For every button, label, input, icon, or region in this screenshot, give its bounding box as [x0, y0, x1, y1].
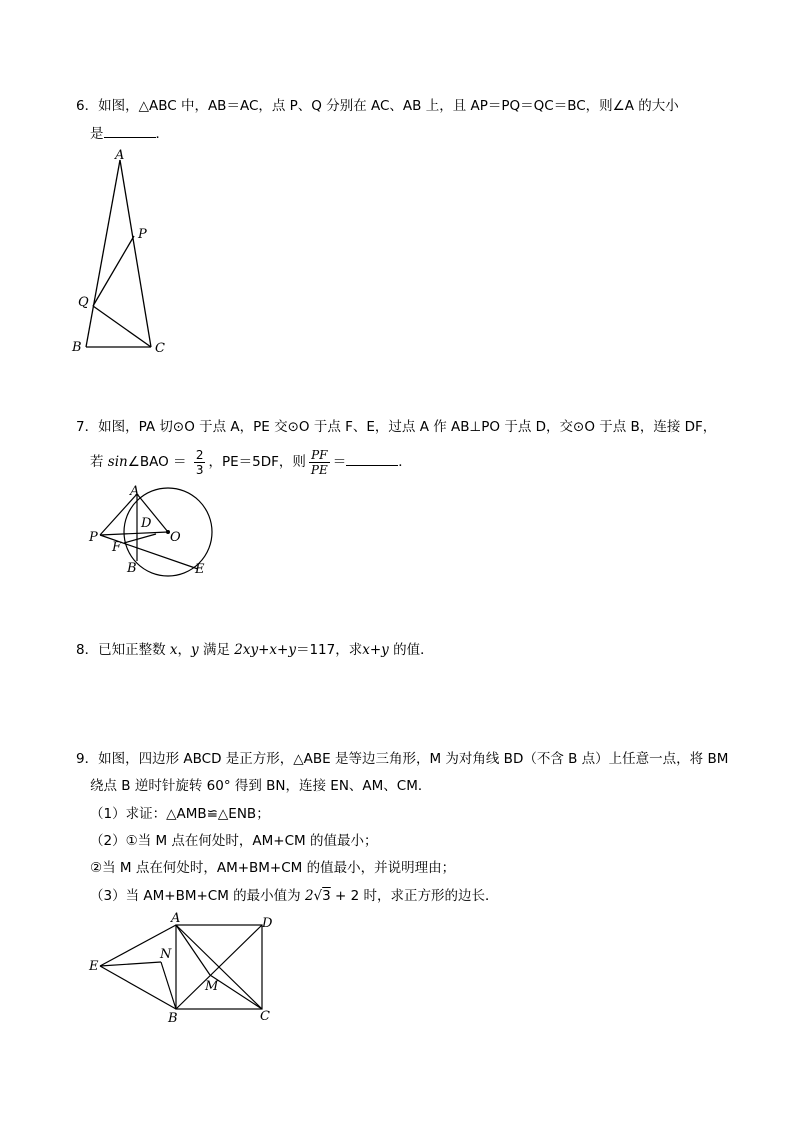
q9-expr-b: 3 — [322, 888, 331, 904]
q9-label-e: E — [89, 959, 99, 974]
q8-rhs: ＝117，求 — [295, 642, 363, 658]
q7-label-b: B — [127, 561, 137, 576]
q7-label-a: A — [130, 484, 140, 499]
q9-expr-c: + 2 — [330, 888, 360, 904]
q9-line2: 绕点 B 逆时针旋转 60° 得到 BN，连接 EN、AM、CM． — [90, 778, 432, 794]
q9-label-a: A — [171, 911, 181, 926]
q8-ask: x+y — [362, 642, 389, 658]
q7-label-f: F — [112, 540, 122, 555]
q9-segment-en — [100, 962, 161, 966]
q9-line4: （2）①当 M 点在何处时，AM+CM 的值最小； — [90, 833, 378, 849]
q7-fraction-pf-pe: $\frac{PF}{PE}$ — [310, 447, 328, 477]
q7-fraction-two-thirds: $\frac{2}{3}$ — [195, 447, 204, 477]
q8-comma: ， — [177, 642, 192, 658]
q6-text2b: ． — [155, 126, 169, 142]
q8-y: y — [191, 642, 199, 658]
q7-label-d: D — [141, 516, 152, 531]
q7-label-e: E — [195, 562, 205, 577]
q7-mid: ，PE＝5DF，则 — [208, 454, 306, 470]
q9-line6-pre: （3）当 AM+BM+CM 的最小值为 — [90, 888, 301, 904]
q6-label-p: P — [138, 227, 147, 242]
q7-sin: sin — [107, 454, 128, 470]
q8-x: x — [169, 642, 178, 658]
q7-angle: ∠BAO ＝ — [127, 454, 187, 470]
q8-end: 的值． — [393, 642, 434, 658]
q8-mid: 满足 — [202, 642, 230, 658]
q9-label-c: C — [260, 1009, 270, 1024]
q9-line5: ②当 M 点在何处时，AM+BM+CM 的值最小，并说明理由； — [90, 860, 456, 876]
q7-end: ． — [398, 454, 412, 470]
q7-eq: ＝ — [332, 454, 347, 470]
q6-text-line1: 6．如图，△ABC 中，AB＝AC，点 P、Q 分别在 AC、AB 上，且 AP＝PQ＝QC＝BC，则∠A 的大小 — [76, 98, 679, 114]
q9-line1: 9．如图，四边形 ABCD 是正方形，△ABE 是等边三角形，M 为对角线 BD（不含 B 点）上任意一点，将 BM — [76, 751, 729, 767]
q9-expr-a: 2√ — [304, 888, 323, 904]
q6-label-c: C — [155, 341, 165, 356]
q7-label-o: O — [170, 530, 181, 545]
q7-text-line1: 7．如图，PA 切⊙O 于点 A，PE 交⊙O 于点 F、E，过点 A 作 AB⊥PO 于点 D，交⊙O 于点 B，连接 DF， — [76, 419, 717, 435]
q9-label-m: M — [205, 979, 219, 994]
q8-equation: 2xy+x+y — [234, 642, 296, 658]
q6-label-b: B — [72, 340, 82, 355]
q9-label-b: B — [168, 1011, 178, 1026]
q9-line6-post: 时，求正方形的边长． — [363, 888, 499, 904]
q6-label-a: A — [115, 148, 125, 163]
q7-label-p: P — [89, 530, 98, 545]
q8-prefix: 8．已知正整数 — [76, 642, 166, 658]
q6-text2a: 是 — [90, 126, 104, 142]
q7-prefix: 若 — [90, 454, 104, 470]
q9-label-n: N — [160, 947, 172, 962]
q6-label-q: Q — [78, 295, 89, 310]
q9-segment-am — [176, 925, 210, 975]
q9-line3: （1）求证：△AMB≌△ENB； — [90, 806, 270, 822]
q9-label-d: D — [262, 916, 273, 931]
